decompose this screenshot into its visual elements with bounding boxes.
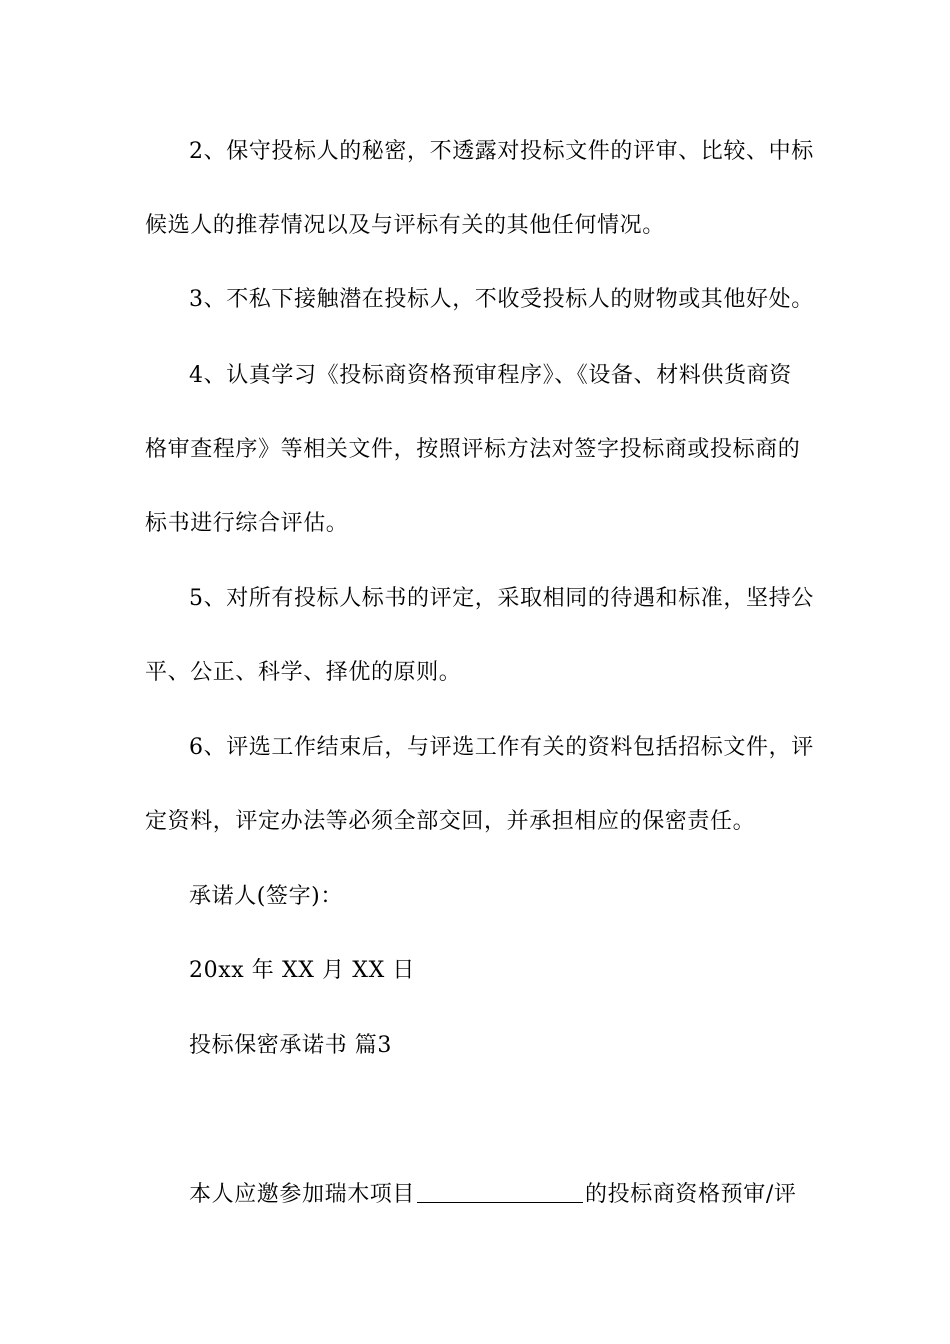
paragraph-line: 6、评选工作结束后，与评选工作有关的资料包括招标文件，评 (189, 735, 814, 760)
signature-label: 承诺人(签字)： (189, 884, 343, 909)
paragraph-line: 定资料，评定办法等必须全部交回，并承担相应的保密责任。 (145, 809, 756, 834)
date-line: 20xx 年 XX 月 XX 日 (189, 958, 416, 983)
paragraph-line: 格审查程序》等相关文件，按照评标方法对签字投标商或投标商的 (145, 437, 801, 462)
paragraph-line: 2、保守投标人的秘密，不透露对投标文件的评审、比较、中标 (189, 139, 814, 164)
paragraph-line: 候选人的推荐情况以及与评标有关的其他任何情况。 (145, 213, 665, 238)
paragraph-line: 标书进行综合评估。 (145, 511, 349, 536)
fill-in-blank (417, 1182, 583, 1203)
paragraph-line: 5、对所有投标人标书的评定，采取相同的待遇和标准，坚持公 (189, 586, 814, 611)
paragraph-line: 平、公正、科学、择优的原则。 (145, 660, 462, 685)
paragraph-line: 4、认真学习《投标商资格预审程序》、《设备、材料供货商资 (189, 363, 792, 388)
paragraph-line (189, 1180, 810, 1210)
paragraph-line: 3、不私下接触潜在投标人，不收受投标人的财物或其他好处。 (189, 287, 814, 312)
section-title: 投标保密承诺书 篇3 (189, 1033, 392, 1058)
project-text-before: 本人应邀参加瑞木项目 (189, 1182, 416, 1207)
project-text-after: 的投标商资格预审/评 (585, 1182, 797, 1207)
